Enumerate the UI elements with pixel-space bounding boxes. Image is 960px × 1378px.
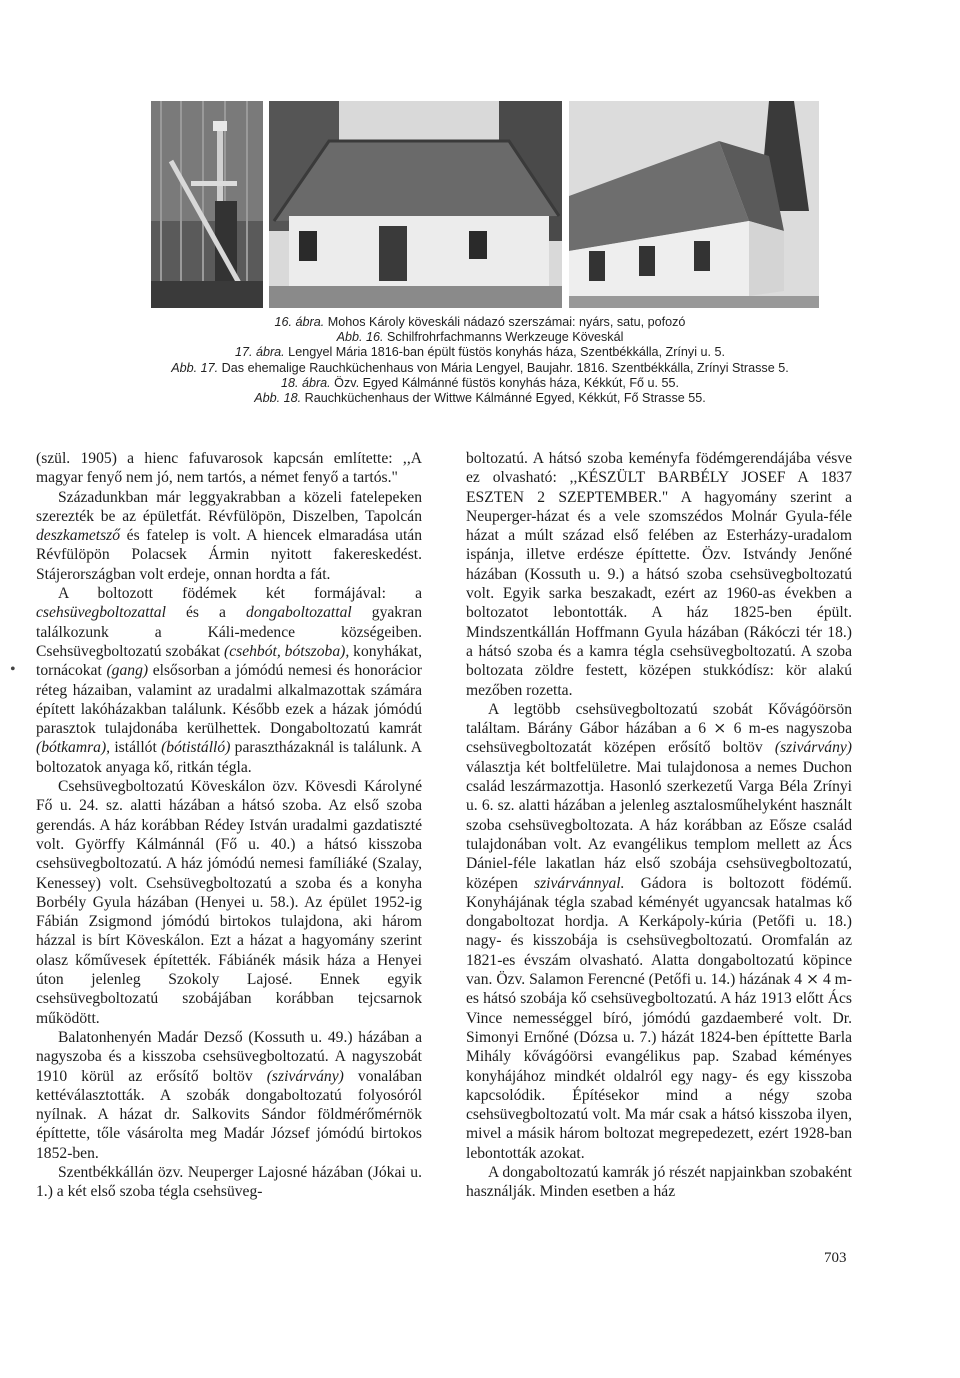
text-run: vonalában kettéválasztották. A szobák dongaboltozatú folyosóról nyílnak. A házat dr. Salkovits Sándor földmérőmérnök építtette, tőle vásárolta meg Madár József jómódú birtokos 1852-ben.	[36, 1067, 422, 1162]
italic-term: dongaboltozattal	[246, 604, 352, 622]
caption-line	[100, 330, 860, 345]
left-column	[36, 449, 422, 1202]
right-column	[466, 449, 852, 1202]
caption-line	[100, 315, 860, 330]
house-photo-egyed	[569, 101, 819, 308]
caption-label: 17. ábra.	[234, 345, 285, 360]
text-run: Századunkban már leggyakrabban a közeli fatelepeken szerezték be az épületfát. Révfülöpön, Diszelben, Tapolcán	[36, 488, 422, 525]
text-run: és fatelep is volt. A hiencek elmaradása után Révfülöpön Polacsek Ármin nyitott fakereskedést. Stájerországban volt erdeje, onnan hordta a fát.	[36, 527, 422, 583]
paragraph	[466, 1163, 852, 1202]
italic-term: szivárvánnyal.	[534, 874, 625, 892]
caption-text: Lengyel Mária 1816-ban épült füstös konyhás háza, Szentbékkálla, Zrínyi u. 5.	[284, 345, 726, 360]
paragraph	[36, 777, 422, 1028]
caption-label: 16. ábra.	[274, 315, 325, 329]
caption-text: Rauchküchenhaus der Wittwe Kálmánné Egyed, Kékkút, Fő Strasse 55.	[301, 391, 706, 406]
tool-photo	[151, 101, 263, 308]
italic-term: (gang)	[106, 662, 149, 680]
caption-text: Özv. Egyed Kálmánné füstös konyhás háza, Kékkút, Fő u. 55.	[330, 375, 680, 390]
caption-line	[100, 391, 860, 406]
paragraph	[36, 449, 422, 488]
figure-captions	[100, 315, 860, 406]
paragraph	[36, 488, 422, 584]
margin-mark: •	[10, 661, 16, 678]
text-run: boltozatú. A hátsó szoba keményfa födémgerendájába vésve ez olvasható: ,,KÉSZÜLT BARBÉLY JOSEF A 1837 ESZTEN 2 SZEPTEMBER." A hagyomány szerint a Neuperger-házat és a vele szomszédos Molnár Gyula-féle házat a múlt század első felében az Esterházy-uradalom ispánja, illetve erdésze építtette. Özv. Istvándy Jenőné házában (Kossuth u. 9.) a hátsó szoba csehsüvegboltozatú volt. Egyik sarka beszakadt, ezért az 1960-as években a boltozatot lebontották. A ház 1825-ben épült. Mindszentkállán Hoffmann Gyula házában (Rákóczi tér 18.) a hátsó szoba és a kamra tégla csehsüvegboltozatú. A szoba boltozata zöldre festett, középen stukkódísz: kör alakú mezőben rozetta.	[466, 450, 852, 699]
italic-term: (bótkamra),	[36, 739, 111, 757]
page-number: 703	[824, 1250, 847, 1266]
text-run: Gádora is boltozott födémű. Konyhájának tégla szabad kéményét ugyancsak hatalmas kő dongaboltozat hordja. A Kerkápoly-kúria (Petőfi u. 18.) nagy- és kisszobája is csehsüvegboltozatú. Oromfalán az 1821-es évszám olvasható. Alatta dongaboltozatú köpince van. Özv. Salamon Ferencné (Petőfi u. 14.) házának 4 ⨯ 4 m-es hátsó szobája kő csehsüvegboltozatú. A ház 1913 előtt Ács Vince nemességgel bíró, jómódú gazdaemberé volt. Dr. Simonyi Ernőné (Dózsa u. 7.) házát 1824-ben építtette Barla Mihály kővágóörsi evangélikus pap. Szabad kéményes konyhájához mindkét oldalról egy nagy- és egy kisszoba kapcsolódik. Építésekor mind a négy szoba csehsüvegboltozatú volt. Ma már csak a hátsó kisszoba ilyen, mivel a másik három boltozat megrepedezett, ezért 1928-ban lebontották azokat.	[466, 874, 852, 1162]
caption-line	[100, 361, 860, 376]
text-run: parasztházaknál is találunk. A boltozatok anyaga kő, ritkán tégla.	[36, 739, 422, 776]
paragraph	[466, 449, 852, 700]
caption-label: Abb. 17.	[171, 360, 219, 375]
text-run: Szentbékkállán özv. Neuperger Lajosné házában (Jókai u. 1.) a két első szoba tégla csehsüveg-	[36, 1163, 422, 1201]
caption-line	[100, 345, 860, 360]
italic-term: (bótistálló)	[161, 739, 231, 757]
text-run: Balatonhenyén Madár Dezső (Kossuth u. 49.) házában a nagyszoba és a kisszoba csehsüvegboltozatú. A nagyszobát 1910 körül az erősítő boltöv	[36, 1028, 422, 1085]
caption-line	[100, 376, 860, 391]
italic-term: csehsüvegboltozattal	[36, 604, 166, 622]
caption-text: Mohos Károly köveskáli nádazó szerszámai: nyárs, satu, pofozó	[324, 315, 686, 329]
caption-text: Das ehemalige Rauchküchenhaus von Mária Lengyel, Baujahr. 1816. Szentbékkálla, Zrínyi Strasse 5.	[218, 360, 789, 375]
text-run: választja két boltfelületre. Mai tulajdonosa a nemes Duchon család leszármazottja. Hasonló szerkezetű Varga Béla Zrínyi u. 6. sz. alatti házában a jelenleg asztalosműhelyként használt szoba csehsüvegboltozata. A ház korábban az Eősze család tulajdonában volt. Az evangélikus templom mellett az Ács Dániel-féle lakatlan ház első szobája csehsüvegboltozatú, középen	[466, 758, 852, 892]
italic-term: deszkametsző	[36, 527, 121, 545]
text-run: A dongaboltozatú kamrák jó részét napjainkban szobaként használják. Minden esetben a ház	[466, 1163, 852, 1201]
text-run: gyakran találkozunk a Káli-medence községeiben. Csehsüvegboltozatú szobákat	[36, 604, 422, 660]
caption-label: 18. ábra.	[280, 375, 331, 390]
paragraph	[466, 700, 852, 1163]
text-run: konyhákat, tornácokat	[36, 642, 422, 680]
text-run: A legtöbb csehsüvegboltozatú szobát Kővágóörsön találtam. Bárány Gábor házában a 6 ⨯ 6 m-es nagyszoba csehsüvegboltozatát középen erősítő boltöv	[466, 700, 852, 757]
text-run: és a	[165, 604, 247, 622]
text-run: Csehsüvegboltozatú Köveskálon özv. Kövesdi Károlyné Fő u. 24. sz. alatti házában a hátsó szoba. Az első szoba gerendás. A ház korábban Rédey István uradalmi gazdatiszté volt. Györffy Kálmánnál (Fő u. 40.) a hátsó kisszoba csehsüvegboltozatú. A ház jómódú nemesi famíliáké (Szalay, Kenessey) volt. Csehsüvegboltozatú a szoba és a konyha Borbély Gyula házában (Henyei u. 58.). Az épület 1952-ig Fábián Zsigmond jómódú birtokos tulajdona, aki három házzal is bírt Köveskálon. Ezt a házat a hagyomány szerint olasz kőművesek építették. Fábiánék másik háza a Henyei úton jelenleg Szokoly Lajosé. Ennek egyik csehsüvegboltozatú szobájában korábban tejcsarnok működött.	[36, 778, 422, 1027]
paragraph	[36, 1163, 422, 1202]
caption-label: Abb. 18.	[254, 391, 302, 406]
text-run: (szül. 1905) a hienc fafuvarosok kapcsán említette: ,,A magyar fenyő nem jó, nem tartós, a német fenyő a tartós."	[36, 450, 422, 487]
italic-term: (csehbót, bótszoba),	[224, 642, 350, 660]
house-photo-lengyel	[269, 101, 562, 308]
caption-label: Abb. 16.	[336, 330, 384, 345]
italic-term: (szivárvány)	[774, 739, 852, 757]
caption-text: Schilfrohrfachmanns Werkzeuge Köveskál	[383, 330, 624, 345]
text-run: A boltozott födémek két formájával: a	[58, 585, 422, 603]
italic-term: (szivárvány)	[266, 1067, 344, 1085]
paragraph	[36, 1028, 422, 1163]
paragraph	[36, 584, 422, 777]
text-run: istállót	[110, 739, 162, 757]
text-run: elsősorban a jómódú nemesi és honorácior réteg házaiban, valamint az uradalmi alkalmazottak számára épített lakóházakban találunk. Később ezek a házak jómódú parasztok tulajdonába kerülhettek. Dongaboltozatú kamrát	[36, 662, 423, 738]
